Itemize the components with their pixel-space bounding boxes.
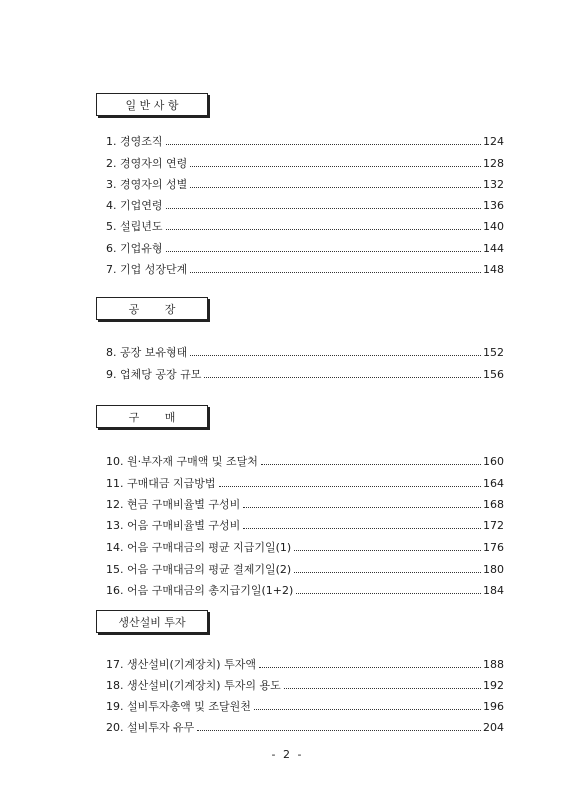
- toc-entry-page: 180: [483, 563, 504, 576]
- toc-leader-dots: [166, 208, 482, 209]
- section-title: 구 매: [128, 410, 176, 424]
- toc-entry[interactable]: [106, 133, 504, 149]
- toc-entry-label: 9. 업체당 공장 규모: [106, 368, 202, 381]
- toc-leader-dots: [254, 709, 481, 710]
- toc-entry-page: 124: [483, 135, 504, 148]
- toc-entry[interactable]: [106, 561, 504, 577]
- toc-leader-dots: [294, 550, 481, 551]
- toc-entry[interactable]: [106, 366, 504, 382]
- toc-entry-page: 192: [483, 679, 504, 692]
- toc-entry[interactable]: [106, 197, 504, 213]
- section-title: 일 반 사 항: [125, 98, 179, 112]
- toc-leader-dots: [261, 464, 481, 465]
- toc-entry-label: 8. 공장 보유형태: [106, 346, 188, 359]
- toc-entry-label: 19. 설비투자총액 및 조달원천: [106, 700, 251, 713]
- toc-leader-dots: [190, 355, 481, 356]
- toc-leader-dots: [243, 528, 481, 529]
- toc-entry-label: 6. 기업유형: [106, 242, 163, 255]
- toc-entry[interactable]: [106, 719, 504, 735]
- toc-entry[interactable]: [106, 496, 504, 512]
- toc-entry-page: 168: [483, 498, 504, 511]
- toc-leader-dots: [197, 730, 481, 731]
- toc-entry-label: 16. 어음 구매대금의 총지급기일(1+2): [106, 584, 294, 597]
- page-number: - 2 -: [271, 748, 302, 761]
- toc-leader-dots: [284, 688, 481, 689]
- toc-entry-label: 2. 경영자의 연령: [106, 157, 188, 170]
- toc-entry[interactable]: [106, 475, 504, 491]
- toc-entry[interactable]: [106, 656, 504, 672]
- toc-leader-dots: [259, 667, 481, 668]
- toc-entry[interactable]: [106, 582, 504, 598]
- toc-entry-page: 156: [483, 368, 504, 381]
- toc-leader-dots: [296, 593, 481, 594]
- toc-entry-page: 204: [483, 721, 504, 734]
- toc-entry-page: 128: [483, 157, 504, 170]
- toc-leader-dots: [190, 272, 481, 273]
- toc-entry-label: 1. 경영조직: [106, 135, 163, 148]
- toc-entry-label: 18. 생산설비(기계장치) 투자의 용도: [106, 679, 281, 692]
- toc-entry-page: 176: [483, 541, 504, 554]
- toc-entry-label: 3. 경영자의 성별: [106, 178, 188, 191]
- toc-leader-dots: [294, 572, 481, 573]
- toc-entry-label: 15. 어음 구매대금의 평균 결제기일(2): [106, 563, 292, 576]
- toc-entry-label: 4. 기업연령: [106, 199, 163, 212]
- toc-leader-dots: [166, 229, 482, 230]
- toc-entry-page: 140: [483, 220, 504, 233]
- toc-entry[interactable]: [106, 539, 504, 555]
- toc-entry-page: 160: [483, 455, 504, 468]
- toc-entry-label: 11. 구매대금 지급방법: [106, 477, 216, 490]
- toc-entry[interactable]: [106, 698, 504, 714]
- toc-entry[interactable]: [106, 218, 504, 234]
- toc-entry[interactable]: [106, 155, 504, 171]
- toc-entry[interactable]: [106, 240, 504, 256]
- toc-entry-page: 164: [483, 477, 504, 490]
- toc-entry-page: 184: [483, 584, 504, 597]
- toc-entry[interactable]: [106, 677, 504, 693]
- toc-leader-dots: [190, 187, 481, 188]
- toc-leader-dots: [243, 507, 481, 508]
- toc-entry-label: 14. 어음 구매대금의 평균 지급기일(1): [106, 541, 292, 554]
- toc-entry[interactable]: [106, 261, 504, 277]
- toc-entry[interactable]: [106, 453, 504, 469]
- toc-entry-label: 7. 기업 성장단계: [106, 263, 188, 276]
- toc-entry-page: 144: [483, 242, 504, 255]
- toc-leader-dots: [219, 486, 482, 487]
- section-header-purchasing: [96, 405, 208, 428]
- toc-entry[interactable]: [106, 176, 504, 192]
- toc-entry-label: 17. 생산설비(기계장치) 투자액: [106, 658, 256, 671]
- toc-entry-page: 188: [483, 658, 504, 671]
- toc-entry-label: 12. 현금 구매비율별 구성비: [106, 498, 241, 511]
- toc-entry[interactable]: [106, 344, 504, 360]
- toc-entry-page: 152: [483, 346, 504, 359]
- section-header-general: [96, 93, 208, 116]
- toc-entry-page: 148: [483, 263, 504, 276]
- section-header-factory: [96, 297, 208, 320]
- toc-entry-page: 136: [483, 199, 504, 212]
- toc-entry-label: 20. 설비투자 유무: [106, 721, 195, 734]
- toc-leader-dots: [190, 166, 481, 167]
- toc-leader-dots: [166, 251, 482, 252]
- section-title: 생산설비 투자: [118, 615, 186, 629]
- toc-entry-label: 13. 어음 구매비율별 구성비: [106, 519, 241, 532]
- toc-entry-page: 132: [483, 178, 504, 191]
- toc-leader-dots: [204, 377, 481, 378]
- toc-entry-label: 10. 원·부자재 구매액 및 조달처: [106, 455, 258, 468]
- toc-entry-page: 196: [483, 700, 504, 713]
- section-title: 공 장: [128, 302, 176, 316]
- toc-entry-page: 172: [483, 519, 504, 532]
- toc-leader-dots: [166, 144, 482, 145]
- toc-entry-label: 5. 설립년도: [106, 220, 163, 233]
- toc-entry[interactable]: [106, 517, 504, 533]
- section-header-facility-investment: [96, 610, 208, 633]
